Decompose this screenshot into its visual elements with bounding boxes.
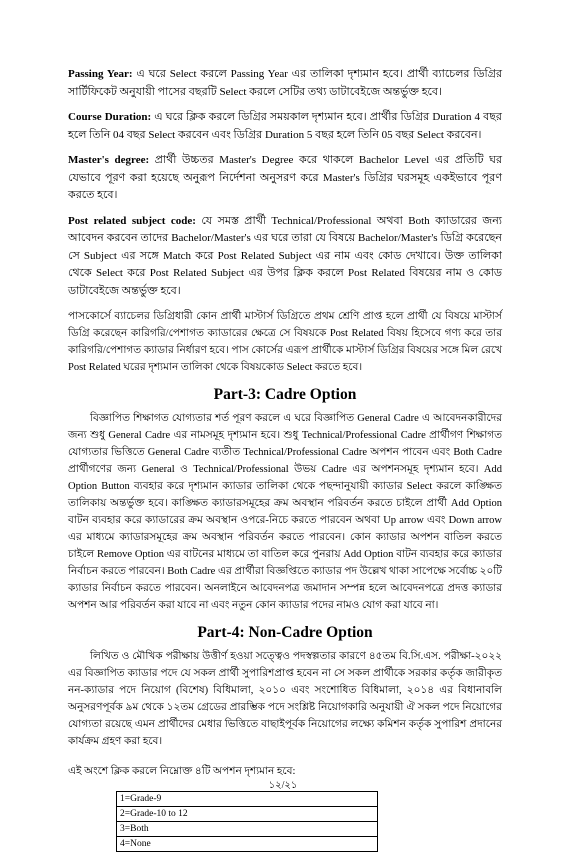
masters-degree-text: প্রার্থী উচ্চতর Master's Degree করে থাকলে Bachelor Level এর প্রতিটি ঘর যেভাবে পূরণ করা হয়েছে অনুরূপ নির্দেশনা অনুসরণ করে Master's ডিগ্রির ঘরসমূহ একইভাবে পূরণ করতে হবে। bbox=[68, 154, 502, 201]
options-intro: এই অংশে ক্লিক করলে নিম্নোক্ত ৪টি অপশন দৃশ্যমান হবে: bbox=[68, 766, 296, 777]
post-related-text: যে সমস্ত প্রার্থী Technical/Professional অথবা Both ক্যাডারের জন্য আবেদন করবেন তাদের Bachelor/Master's এর ঘরে তারা যে বিষয়ে Bachelor/Master's ডিগ্রি করেছেন সে Subject এর সঙ্গে Match করে Post Related Subject এর নাম এবং কোড দেখাবে। উক্ত তালিকা থেকে Select করে Post Related Subject এর উপর ক্লিক করলে Post Related বিষয়ের নাম ও কোড ডাটাবেইজে অন্তর্ভুক্ত হবে। bbox=[68, 214, 502, 297]
part3-paragraph: বিজ্ঞাপিত শিক্ষাগত যোগ্যতার শর্ত পূরণ করলে এ ঘরে বিজ্ঞাপিত General Cadre এ আবেদনকারীদের জন্য শুধু General Cadre এর নামসমূহ দৃশ্যমান হবে। শুধু Technical/Professional Cadre প্রার্থীগণ শিক্ষাগত যোগ্যতার ভিত্তিতে General Cadre ব্যতীত Technical/Professional Cadre অপশন পাবেন এবং Both Cadre প্রার্থীগণের জন্য General ও Technical/Professional উভয় Cadre এর অপশনসমূহ দৃশ্যমান হবে। Add Option Button ব্যবহার করে দৃশ্যমান ক্যাডার তালিকা থেকে পছন্দানুযায়ী ক্যাডার Select করলে কাঙ্ক্ষিত তালিকায় অন্তর্ভুক্ত হবে। কাঙ্ক্ষিত ক্যাডারসমূহের ক্রম অবস্থান পরিবর্তন করতে চাইলে প্রার্থী Add Option বাটন ব্যবহার করে ক্যাডারের ক্রম অবস্থান ওপরে-নিচে করতে পারবেন অথবা Up arrow এবং Down arrow এর মাধ্যমে ক্যাডারসমূহের ক্রম অবস্থান পরিবর্তন করতে পারবেন। কোন ক্যাডার অপশন বাতিল করতে চাইলে Remove Option এর বাটনের মাধ্যমে তা বাতিল করে পুনরায় Add Option বাটন ব্যবহার করে ক্যাডার নির্বাচন করতে পারবেন। Both Cadre এর প্রার্থীরা বিজ্ঞপ্তিতে ক্যাডার পদ উল্লেখ থাকা সাপেক্ষে সর্বোচ্চ ২০টি ক্যাডার নির্বাচন করতে পারবেন। অনলাইনে আবেদনপত্র জমাদান সম্পন্ন হলে আবেদনপত্রে প্রদত্ত ক্যাডার অপশন আর পরিবর্তন করা যাবে না এবং নতুন কোন ক্যাডার পদের নামও যোগ করা যাবে না। bbox=[68, 413, 503, 611]
passing-year-term: Passing Year: bbox=[68, 68, 133, 80]
option-cell: 3=Both bbox=[117, 822, 378, 837]
course-duration-term: Course Duration: bbox=[68, 111, 152, 123]
course-duration-paragraph bbox=[68, 109, 502, 144]
post-related-paragraph bbox=[68, 213, 502, 301]
table-row bbox=[117, 822, 378, 837]
course-duration-text: এ ঘরে ক্লিক করলে ডিগ্রির সময়কাল দৃশ্যমান হবে। প্রার্থীর ডিগ্রির Duration 4 বছর হলে তিনি 04 বছর Select করবেন এবং ডিগ্রির Duration 5 বছর হলে তিনি 05 বছর Select করবেন। bbox=[68, 111, 502, 141]
masters-degree-term: Master's degree: bbox=[68, 154, 150, 166]
option-cell: 4=None bbox=[117, 837, 378, 852]
part3-heading: Part-3: Cadre Option bbox=[213, 386, 357, 403]
table-row bbox=[117, 837, 378, 852]
option-cell: 1=Grade-9 bbox=[117, 792, 378, 807]
passing-year-paragraph bbox=[68, 66, 502, 101]
passing-year-text: এ ঘরে Select করলে Passing Year এর তালিকা দৃশ্যমান হবে। প্রার্থী ব্যাচেলর ডিগ্রির সার্টিফিকেট অনুযায়ী পাসের বছরটি Select করলে সেটির তথ্য ডাটাবেইজে অন্তর্ভুক্ত হবে। bbox=[68, 68, 502, 98]
post-related-term: Post related subject code: bbox=[68, 214, 196, 227]
table-row bbox=[117, 807, 378, 822]
part4-heading: Part-4: Non-Cadre Option bbox=[197, 624, 373, 641]
non-cadre-options-table bbox=[116, 791, 378, 852]
masters-degree-paragraph bbox=[68, 152, 502, 205]
page-number: ১২/২১ bbox=[268, 780, 298, 791]
part4-paragraph: লিখিত ও মৌখিক পরীক্ষায় উত্তীর্ণ হওয়া সত্ত্বেও পদস্বল্পতার কারণে ৪৫তম বি.সি.এস. পরীক্ষা-২০২২ এর বিজ্ঞাপিত ক্যাডার পদে যে সকল প্রার্থী সুপারিশপ্রাপ্ত হবেন না সে সকল প্রার্থীকে সরকার কর্তৃক জারীকৃত নন-ক্যাডার পদে নিয়োগ (বিশেষ) বিধিমালা, ২০১০ এবং সংশোধিত বিধিমালা, ২০১৪ এর বিধানাবলি অনুসরণপূর্বক ৯ম থেকে ১২তম গ্রেডের প্রারম্ভিক পদে সংশ্লিষ্ট নিয়োগকারি অনুযায়ী ঐ সকল পদে নিয়োগের যোগ্যতা রয়েছে এমন প্রার্থীদের মেধার ভিত্তিতে বাছাইপূর্বক নিয়োগের লক্ষ্যে কমিশন কর্তৃক সুপারিশ প্রদানের কার্যক্রম গ্রহণ করা হবে। bbox=[68, 651, 502, 747]
pass-course-paragraph: পাসকোর্সে ব্যাচেলর ডিগ্রিধারী কোন প্রার্থী মাস্টার্স ডিগ্রিতে প্রথম শ্রেণি প্রাপ্ত হলে প্রার্থী যে বিষয়ে মাস্টার্স ডিগ্রি করেছেন কারিগরি/পেশাগত ক্যাডারের ক্ষেত্রে সে বিষয়কে Post Related বিষয় হিসেবে গণ্য করে তার কারিগরি/পেশাগত ক্যাডার নির্ধারণ হবে। পাস কোর্সের এরূপ প্রার্থীকে মাস্টার্স ডিগ্রির বিষয়ের সঙ্গে মিল রেখে Post Related ঘরের দৃশ্যমান তালিকা থেকে বিষয়কোড Select করতে হবে। bbox=[68, 311, 502, 373]
option-cell: 2=Grade-10 to 12 bbox=[117, 807, 378, 822]
